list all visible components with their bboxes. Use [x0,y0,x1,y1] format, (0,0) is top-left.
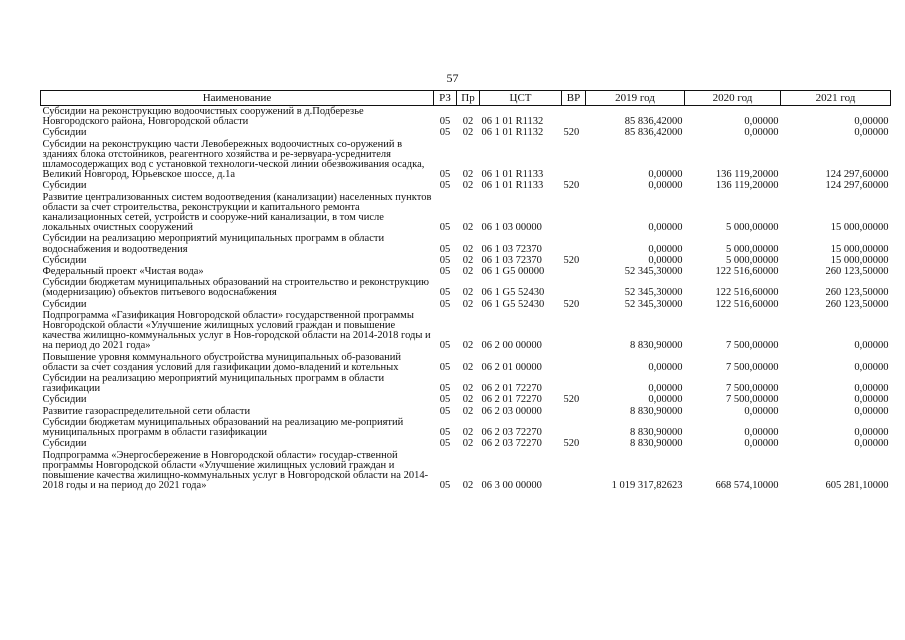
cell-2021: 15 000,00000 [830,222,889,234]
cell-2021: 124 297,60000 [825,169,889,181]
cell-cst: 06 2 03 72270 [481,438,542,450]
header-2019: 2019 год [586,91,685,106]
cell-cst: 06 1 01 R1132 [481,127,544,139]
cell-rz: 05 [439,116,451,128]
cell-2020: 5 000,00000 [726,243,779,255]
cell-name: Субсидии на реконструкцию части Левобережных водоочистных со-оружений в зданиях блока отстойников, реагентного хозяйства и ре-зервуара-усреднителя шламосодержащих вод с установкой технологи-ческой линии обезвоживания осадка, Великий Новгород, Юрьевское шоссе, д.1а [42,138,425,181]
cell-name: Субсидии [42,180,87,192]
cell-vr [562,417,586,438]
cell-cst: 06 1 03 72370 [481,254,542,266]
cell-cst: 06 3 00 00000 [481,480,542,492]
cell-cst: 06 2 01 72270 [481,394,542,406]
cell-cst: 06 2 03 72270 [481,427,542,439]
cell-2020: 136 119,20000 [715,169,779,181]
table-row [41,450,891,492]
cell-2020: 0,00000 [744,127,779,139]
cell-cst: 06 2 01 72270 [481,383,542,395]
table-row [41,406,891,417]
cell-2019: 52 345,30000 [624,287,683,299]
cell-rz: 05 [439,383,451,395]
cell-pr: 02 [462,127,474,139]
cell-2020: 0,00000 [744,427,779,439]
cell-vr [562,352,586,373]
table-row [41,233,891,254]
cell-vr [562,266,586,277]
cell-2020: 0,00000 [744,405,779,417]
cell-pr: 02 [462,427,474,439]
header-name: Наименование [41,91,434,106]
cell-rz: 05 [439,266,451,278]
cell-cst: 06 2 03 00000 [481,405,542,417]
cell-name: Субсидии [42,254,87,266]
cell-cst: 06 1 01 R1132 [481,116,544,128]
header-pr: Пр [457,91,480,106]
cell-2020: 122 516,60000 [715,287,779,299]
cell-2019: 0,00000 [648,180,683,192]
cell-2019: 0,00000 [648,361,683,373]
table-row [41,299,891,310]
cell-vr [562,106,586,128]
cell-vr: 520 [563,180,580,192]
cell-pr: 02 [462,438,474,450]
cell-2019: 8 830,90000 [630,405,683,417]
cell-cst: 06 1 G5 00000 [481,266,545,278]
cell-cst: 06 1 03 72370 [481,243,542,255]
cell-2021: 605 281,10000 [825,480,889,492]
cell-cst: 06 1 G5 52430 [481,287,545,299]
table-header-row [41,91,891,106]
cell-2020: 122 516,60000 [715,298,779,310]
cell-rz: 05 [439,438,451,450]
cell-2021: 15 000,00000 [830,254,889,266]
cell-vr: 520 [563,127,580,139]
table-row [41,394,891,405]
cell-2021: 0,00000 [854,361,889,373]
table-row [41,352,891,373]
cell-2019: 0,00000 [648,254,683,266]
cell-2020: 668 574,10000 [715,480,779,492]
cell-cst: 06 2 01 00000 [481,361,542,373]
cell-pr: 02 [462,361,474,373]
cell-2021: 260 123,50000 [825,287,889,299]
cell-vr [562,310,586,352]
cell-name: Подпрограмма «Энергосбережение в Новгородской области» государ-ственной программы Новгородской области «Улучшение жилищных условий граждан и повышение качества жилищно-коммунальных услуг в Новгородской области на 2014-2018 годы и на период до 2021 года» [42,449,429,492]
cell-pr: 02 [462,340,474,352]
cell-pr: 02 [462,480,474,492]
cell-2021: 260 123,50000 [825,298,889,310]
table-row [41,139,891,181]
cell-2019: 1 019 317,82623 [611,480,683,492]
cell-2021: 0,00000 [854,405,889,417]
cell-vr: 520 [563,298,580,310]
cell-vr [562,406,586,417]
cell-2021: 0,00000 [854,438,889,450]
cell-vr [562,233,586,254]
cell-name: Субсидии на реализацию мероприятий муниципальных программ в области газификации [42,373,385,395]
cell-pr: 02 [462,222,474,234]
cell-pr: 02 [462,180,474,192]
cell-2019: 8 830,90000 [630,438,683,450]
cell-vr: 520 [563,394,580,406]
cell-cst: 06 1 01 R1133 [481,180,544,192]
header-rz: РЗ [434,91,457,106]
cell-2021: 124 297,60000 [825,180,889,192]
table-row [41,127,891,138]
table-row [41,255,891,266]
cell-2021: 15 000,00000 [830,243,889,255]
header-vr: ВР [562,91,586,106]
cell-pr: 02 [462,169,474,181]
cell-2020: 122 516,60000 [715,266,779,278]
cell-name: Субсидии [42,394,87,406]
page-number: 57 [446,71,459,85]
cell-vr: 520 [563,438,580,450]
cell-2019: 85 836,42000 [624,116,683,128]
cell-name: Субсидии бюджетам муниципальных образований на строительство и реконструкцию (модернизацию) объектов питьевого водоснабжения [42,277,429,299]
cell-rz: 05 [439,405,451,417]
cell-rz: 05 [439,480,451,492]
cell-pr: 02 [462,394,474,406]
cell-2021: 0,00000 [854,394,889,406]
cell-2020: 0,00000 [744,116,779,128]
cell-2020: 7 500,00000 [726,361,779,373]
cell-pr: 02 [462,405,474,417]
cell-name: Субсидии на реконструкцию водоочистных сооружений в д.Подберезье Новгородского района, Новгородской области [42,106,364,128]
cell-2019: 0,00000 [648,222,683,234]
cell-rz: 05 [439,340,451,352]
cell-rz: 05 [439,394,451,406]
cell-2021: 0,00000 [854,127,889,139]
cell-vr [562,373,586,394]
cell-rz: 05 [439,298,451,310]
cell-2020: 0,00000 [744,438,779,450]
cell-2019: 8 830,90000 [630,340,683,352]
table-row [41,417,891,438]
table-row [41,266,891,277]
cell-2021: 0,00000 [854,340,889,352]
cell-2020: 5 000,00000 [726,254,779,266]
cell-rz: 05 [439,427,451,439]
cell-2019: 52 345,30000 [624,266,683,278]
cell-2019: 0,00000 [648,383,683,395]
cell-2020: 5 000,00000 [726,222,779,234]
cell-rz: 05 [439,254,451,266]
cell-cst: 06 1 03 00000 [481,222,542,234]
cell-vr [562,139,586,181]
table-row [41,192,891,234]
cell-name: Субсидии бюджетам муниципальных образований на реализацию ме-роприятий муниципальных программ в области газификации [42,416,404,439]
cell-name: Повышение уровня коммунального обустройства муниципальных об-разований области за счет создания условий для газификации домо-владений и котельных [42,351,402,373]
cell-rz: 05 [439,180,451,192]
cell-2021: 0,00000 [854,116,889,128]
cell-rz: 05 [439,287,451,299]
cell-2020: 136 119,20000 [715,180,779,192]
cell-cst: 06 1 01 R1133 [481,169,544,181]
cell-2019: 52 345,30000 [624,298,683,310]
cell-rz: 05 [439,127,451,139]
cell-2020: 7 500,00000 [726,383,779,395]
table-row [41,106,891,128]
cell-pr: 02 [462,266,474,278]
table-row [41,310,891,352]
cell-name: Развитие газораспределительной сети области [42,405,251,417]
cell-name: Федеральный проект «Чистая вода» [42,266,204,278]
cell-name: Подпрограмма «Газификация Новгородской области» государственной программы Новгородской области «Улучшение жилищных условий граждан и повышение качества жилищно-коммунальных услуг в Нов-городской области на 2014-2018 годы и на период до 2021 года» [42,309,431,352]
header-2020: 2020 год [685,91,781,106]
cell-rz: 05 [439,169,451,181]
cell-vr [562,450,586,492]
table-row [41,277,891,298]
cell-vr: 520 [563,254,580,266]
cell-pr: 02 [462,243,474,255]
cell-2020: 7 500,00000 [726,394,779,406]
cell-name: Субсидии [42,438,87,450]
table-row [41,180,891,191]
cell-2019: 0,00000 [648,394,683,406]
cell-cst: 06 1 G5 52430 [481,298,545,310]
cell-rz: 05 [439,243,451,255]
cell-pr: 02 [462,116,474,128]
cell-2019: 8 830,90000 [630,427,683,439]
cell-pr: 02 [462,383,474,395]
cell-2019: 0,00000 [648,243,683,255]
cell-rz: 05 [439,222,451,234]
cell-2020: 7 500,00000 [726,340,779,352]
cell-cst: 06 2 00 00000 [481,340,542,352]
cell-2021: 0,00000 [854,427,889,439]
cell-vr [562,277,586,298]
cell-2021: 0,00000 [854,383,889,395]
cell-pr: 02 [462,287,474,299]
cell-pr: 02 [462,254,474,266]
cell-2019: 0,00000 [648,169,683,181]
table-body [41,106,891,492]
header-cst: ЦСТ [480,91,562,106]
cell-name: Субсидии на реализацию мероприятий муниципальных программ в области водоснабжения и водоотведения [42,233,385,255]
table-row [41,438,891,449]
budget-table [40,90,891,491]
cell-vr [562,192,586,234]
cell-name: Субсидии [42,127,87,139]
cell-2019: 85 836,42000 [624,127,683,139]
cell-2021: 260 123,50000 [825,266,889,278]
cell-name: Развитие централизованных систем водоотведения (канализации) населенных пунктов области за счет строительства, реконструкции и капитального ремонта канализационных сетей, устройств и сооруже-ний канализации, в том числе локальных очистных сооружений [42,191,432,234]
cell-rz: 05 [439,361,451,373]
header-2021: 2021 год [781,91,891,106]
cell-name: Субсидии [42,298,87,310]
cell-pr: 02 [462,298,474,310]
table-row [41,373,891,394]
